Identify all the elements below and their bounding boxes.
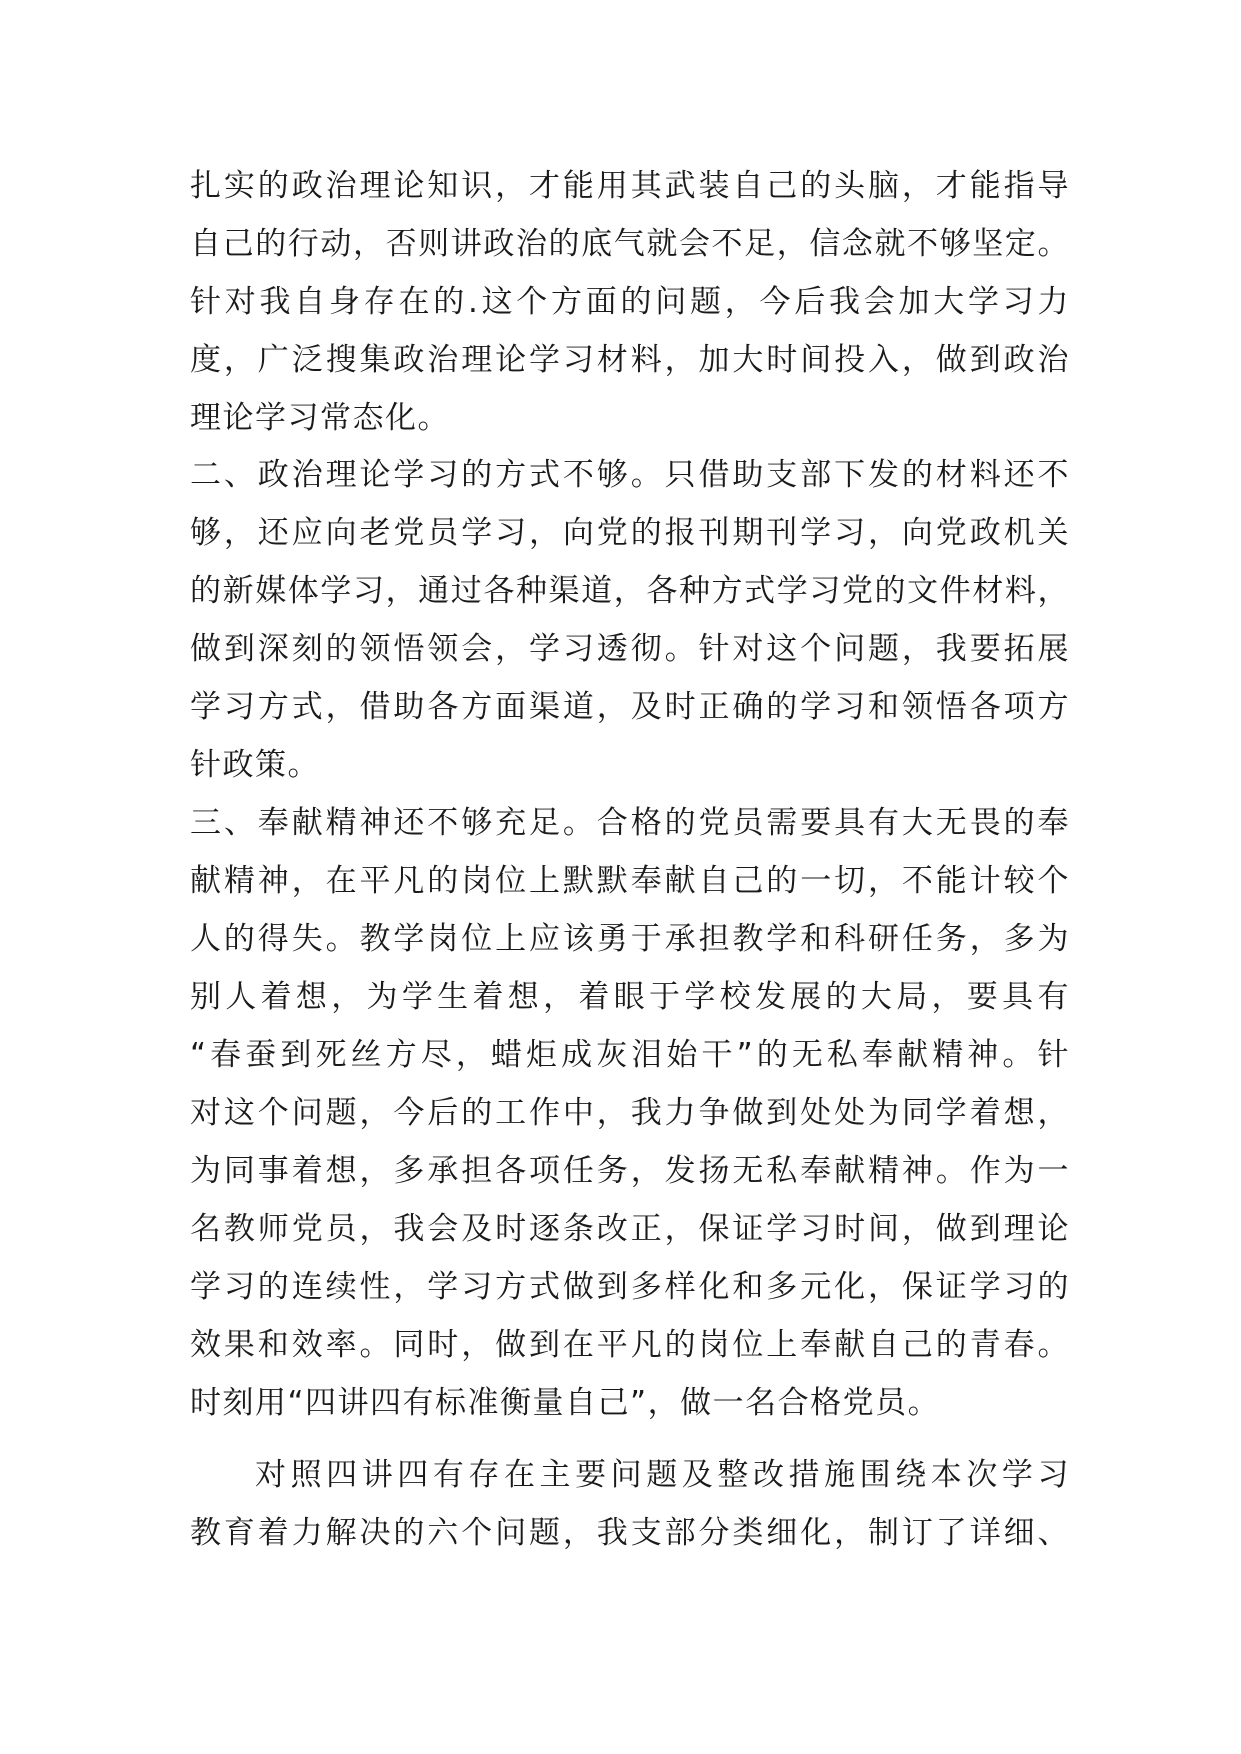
text-line: 人的得失。教学岗位上应该勇于承担教学和科研任务，多为: [190, 921, 1070, 957]
text-line: 理论学习常态化。: [190, 400, 450, 436]
text-line: 扎实的政治理论知识，才能用其武装自己的头脑，才能指导: [190, 168, 1070, 204]
text-line: 三、奉献精神还不够充足。合格的党员需要具有大无畏的奉: [190, 805, 1070, 841]
text-line: 做到深刻的领悟领会，学习透彻。针对这个问题，我要拓展: [190, 631, 1070, 667]
text-line: 针政策。: [190, 747, 320, 783]
text-line: 度，广泛搜集政治理论学习材料，加大时间投入，做到政治: [190, 342, 1070, 378]
text-line: 教育着力解决的六个问题，我支部分类细化，制订了详细、: [190, 1515, 1070, 1551]
text-line: “春蚕到死丝方尽，蜡炬成灰泪始干”的无私奉献精神。针: [190, 1037, 1070, 1073]
text-line: 时刻用“四讲四有标准衡量自己”，做一名合格党员。: [190, 1385, 941, 1421]
text-line: 名教师党员，我会及时逐条改正，保证学习时间，做到理论: [190, 1211, 1070, 1247]
text-line: 的新媒体学习，通过各种渠道，各种方式学习党的文件材料，: [190, 573, 1070, 609]
text-line: 学习的连续性，学习方式做到多样化和多元化，保证学习的: [190, 1269, 1070, 1305]
text-line: 为同事着想，多承担各项任务，发扬无私奉献精神。作为一: [190, 1153, 1070, 1189]
text-line: 自己的行动，否则讲政治的底气就会不足，信念就不够坚定。: [190, 226, 1070, 262]
text-line: 别人着想，为学生着想，着眼于学校发展的大局，要具有: [190, 979, 1070, 1015]
text-line: 二、政治理论学习的方式不够。只借助支部下发的材料还不: [190, 457, 1070, 493]
text-line: 针对我自身存在的.这个方面的问题，今后我会加大学习力: [190, 284, 1070, 320]
paragraph-first-line: 对照四讲四有存在主要问题及整改措施围绕本次学习: [255, 1457, 1070, 1493]
text-line: 够，还应向老党员学习，向党的报刊期刊学习，向党政机关: [190, 515, 1070, 551]
text-line: 献精神，在平凡的岗位上默默奉献自己的一切，不能计较个: [190, 863, 1070, 899]
text-line: 对这个问题，今后的工作中，我力争做到处处为同学着想，: [190, 1095, 1070, 1131]
text-line: 效果和效率。同时，做到在平凡的岗位上奉献自己的青春。: [190, 1327, 1070, 1363]
text-line: 学习方式，借助各方面渠道，及时正确的学习和领悟各项方: [190, 689, 1070, 725]
